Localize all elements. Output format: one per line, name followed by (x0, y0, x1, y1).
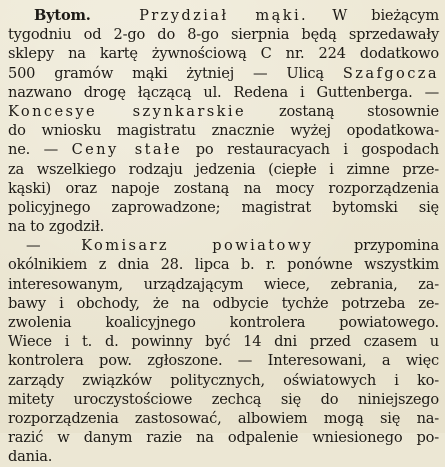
article-line: tygodniu od 2-go do 8-go sierpnia będą sprzedawały (8, 26, 439, 44)
article-line: razić w danym razie na odpalenie wniesionego po- (8, 429, 439, 447)
article-line: — Komisarz powiatowy przypomina (26, 237, 439, 255)
article-line: kontrolera pow. zgłoszone. — Interesowani, a więc (8, 352, 439, 370)
article-line: rozporządzenia zastosować, albowiem mogą się na- (8, 409, 439, 427)
street-name-szafgocza: Szafgocza (342, 64, 439, 82)
article-line: 500 gramów mąki żytniej — Ulicą Szafgocza (8, 64, 439, 82)
article-line: mitety uroczystościowe zechcą się do niniejszego (8, 390, 439, 408)
article-line: policyjnego zaprowadzone; magistrat bytomski się (8, 198, 439, 216)
article-line: ne. — Ceny stałe po restauracyach i gospodach (8, 141, 439, 159)
heading-komisarz-powiatowy: Komisarz powiatowy (81, 237, 314, 255)
article-line: bawy i obchody, że na odbycie tychże potrzeba ze- (8, 294, 439, 312)
article-body (8, 6, 439, 467)
article-line: interesowanym, urządzającym wiece, zebrania, za- (8, 275, 439, 293)
article-line: na to zgodził. (8, 218, 105, 236)
article-line: do wniosku magistratu znacznie wyżej opodatkowa- (8, 122, 439, 140)
article-line: okólnikiem z dnia 28. lipca b. r. ponówne wszystkim (8, 256, 439, 274)
heading-ceny-stale: Ceny stałe (71, 141, 183, 159)
heading-przydzial-maki: Przydział mąki. (139, 7, 309, 24)
dateline-bytom: Bytom. (34, 7, 91, 24)
article-line: zarządy związków politycznych, oświatowych i ko- (8, 371, 439, 389)
article-line: za wszelkiego rodzaju jedzenia (ciepłe i zimne prze- (8, 160, 439, 178)
article-line: dania. (8, 448, 53, 466)
article-line: Wiece i t. d. powinny być 14 dni przed czasem u (8, 333, 439, 351)
article-line: Koncesye szynkarskie zostaną stosownie (8, 102, 439, 120)
article-line: nazwano drogę łączącą ul. Redena i Guttenberga. — (8, 83, 439, 101)
heading-koncesye-szynkarskie: Koncesye szynkarskie (8, 102, 247, 120)
article-line: kąski) oraz napoje zostaną na mocy rozporządzenia (8, 179, 439, 197)
article-line: zwolenia koalicyjnego kontrolera powiatowego. (8, 314, 439, 331)
article-line: sklepy na kartę żywnościową C nr. 224 dodatkowo (8, 45, 439, 63)
article-line: Bytom. Przydział mąki. W bieżącym (34, 7, 439, 24)
